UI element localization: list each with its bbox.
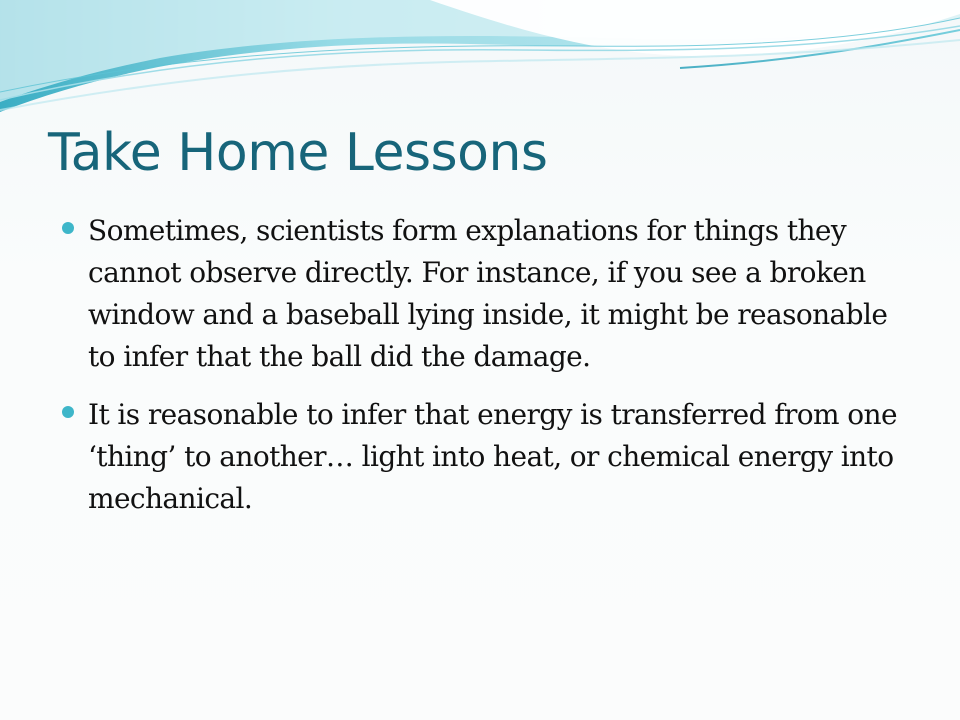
bullet-text: It is reasonable to infer that energy is transferred from one ‘thing’ to another… light into heat, or chemical energy into mechanical. xyxy=(88,398,897,515)
bullet-list xyxy=(60,210,910,536)
bullet-text: Sometimes, scientists form explanations for things they cannot observe directly. For instance, if you see a broken window and a baseball lying inside, it might be reasonable to infer that the ball did the damage. xyxy=(88,214,888,373)
round-bullet-icon xyxy=(62,222,74,234)
bullet-item xyxy=(60,394,910,520)
round-bullet-icon xyxy=(62,406,74,418)
top-wave-decoration xyxy=(0,0,960,120)
bullet-item xyxy=(60,210,910,378)
slide-title: Take Home Lessons xyxy=(48,123,548,183)
